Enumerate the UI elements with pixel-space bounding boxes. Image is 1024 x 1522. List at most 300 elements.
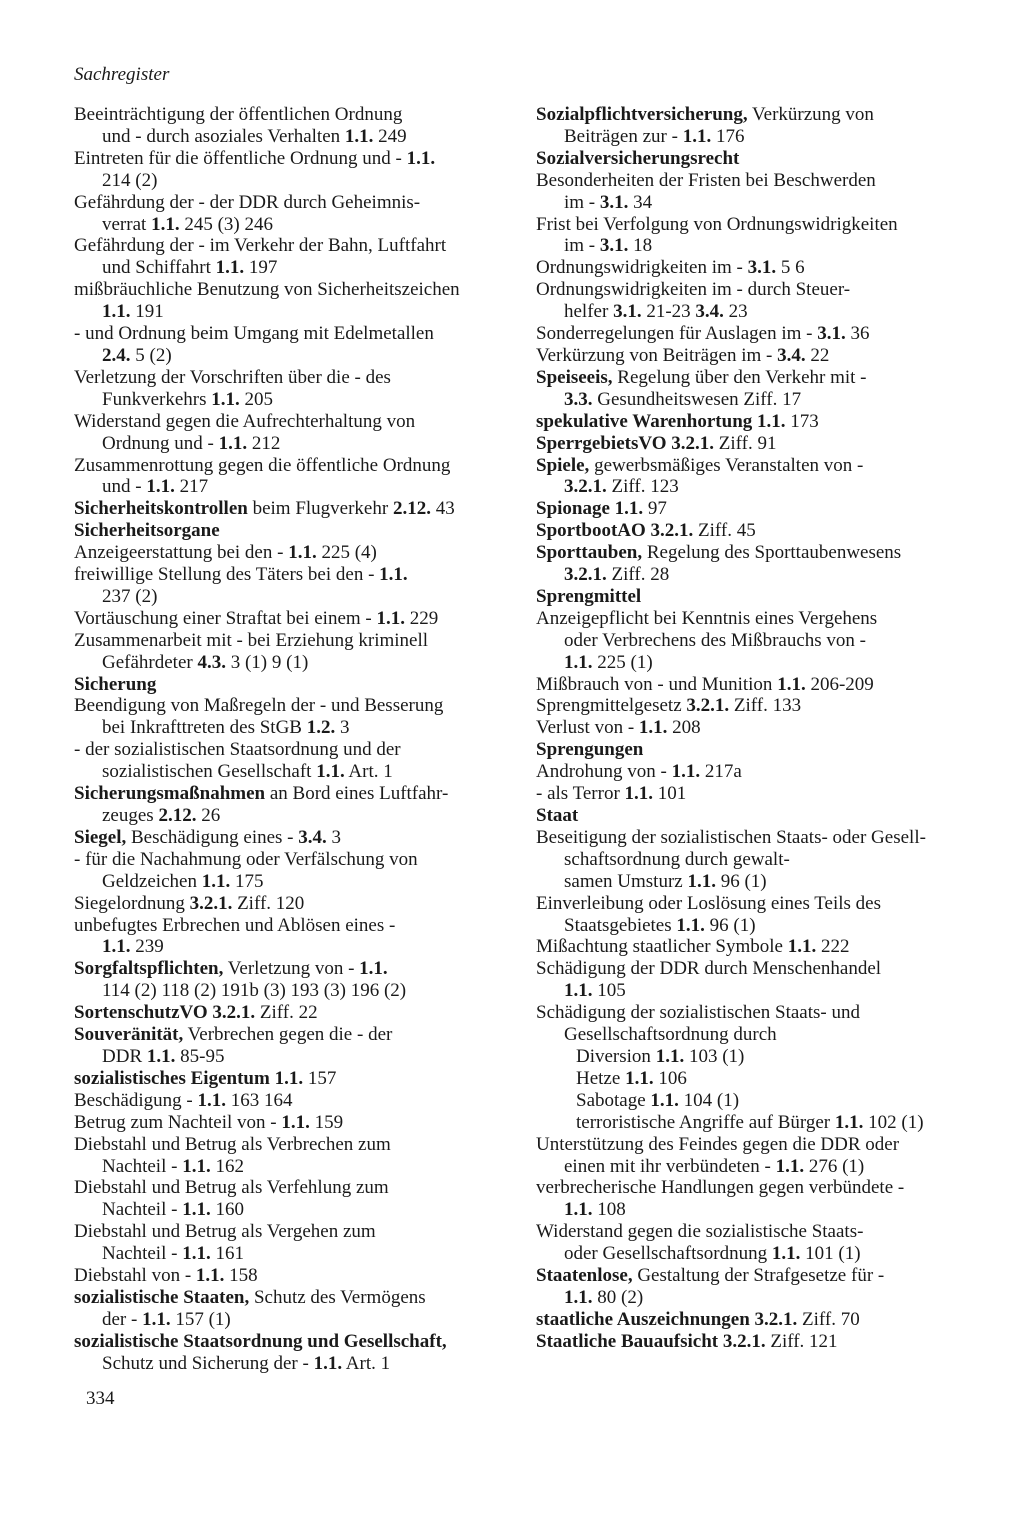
index-text: Sonderregelungen für Auslagen im -: [536, 323, 818, 345]
index-text: mißbräuchliche Benutzung von Sicherheitszeichen: [74, 279, 460, 301]
index-text: Mißbrauch von - und Munition: [536, 673, 778, 695]
index-text: gewerbsmäßiges Veranstalten von -: [589, 454, 864, 476]
index-text: Verlust von -: [536, 717, 639, 739]
index-term-bold: Souveränität,: [74, 1024, 184, 1046]
index-term-bold: Sozialpflichtversicherung,: [536, 104, 748, 125]
index-term-bold: 2.12.: [158, 805, 197, 826]
index-term-bold: Sozialversicherungsrecht: [536, 147, 740, 169]
index-line: [536, 1068, 988, 1090]
index-term-bold: Sicherheitsorgane: [74, 520, 220, 542]
index-text: terroristische Angriffe auf Bürger: [576, 1111, 835, 1133]
index-text: 163 164: [225, 1089, 293, 1111]
index-text: Regelung über den Verkehr mit -: [612, 366, 867, 388]
index-line: [74, 761, 514, 783]
index-term-bold: SortenschutzVO: [74, 1002, 208, 1024]
index-text: Ziff. 28: [606, 564, 670, 586]
index-text: 222: [816, 936, 850, 958]
index-line: [74, 170, 514, 192]
index-term-bold: 1.1.: [834, 1111, 864, 1133]
index-line: [74, 1002, 514, 1024]
index-text: 34: [628, 191, 653, 213]
index-text: 97: [643, 498, 667, 520]
index-text: 96 (1): [715, 870, 767, 892]
index-text: 85-95: [175, 1045, 225, 1067]
index-term-bold: 1.1.: [771, 1243, 801, 1265]
index-text: Beeinträchtigung der öffentlichen Ordnung: [74, 104, 403, 125]
index-text: an Bord eines Luftfahr-: [265, 783, 449, 805]
index-text: 176: [711, 125, 745, 147]
index-text: 206-209: [805, 673, 874, 695]
index-term-bold: 2.4.: [102, 344, 131, 366]
index-term-bold: Sicherungsmaßnahmen: [74, 783, 266, 805]
index-text: Sprengmittelgesetz: [536, 695, 687, 717]
index-line: [536, 170, 988, 192]
index-line: [536, 630, 988, 652]
index-term-bold: 1.1.: [376, 607, 405, 629]
index-line: [536, 980, 988, 1002]
index-term-bold: sozialistisches Eigentum: [74, 1067, 270, 1089]
index-line: [74, 1287, 514, 1309]
index-term-bold: 1.1.: [197, 1089, 226, 1111]
index-line: [74, 1221, 514, 1243]
index-term-bold: 1.1.: [201, 870, 231, 892]
index-text: der -: [102, 1308, 143, 1330]
index-term-bold: 1.1.: [650, 1089, 679, 1111]
index-line: [74, 214, 514, 236]
index-line: [74, 1134, 514, 1156]
index-text: Anzeigepflicht bei Kenntnis eines Vergehens: [536, 607, 878, 629]
index-line: [536, 783, 988, 805]
index-term-bold: 3.4.: [298, 826, 327, 848]
index-line: [74, 1199, 514, 1221]
index-line: [74, 630, 514, 652]
index-term-bold: 3.4.: [777, 344, 806, 366]
index-text: 43: [430, 498, 455, 520]
index-line: [74, 498, 514, 520]
index-line: [536, 586, 988, 608]
index-term-bold: 1.1.: [281, 1111, 310, 1133]
index-line: [536, 214, 988, 236]
index-text: Frist bei Verfolgung von Ordnungswidrigkeiten: [536, 213, 898, 235]
index-text: Mißachtung staatlicher Symbole: [536, 936, 788, 958]
index-term-bold: 1.1.: [379, 564, 408, 586]
index-text: 5 6: [776, 257, 805, 279]
index-text: 208: [667, 717, 701, 739]
index-line: [536, 564, 988, 586]
index-term-bold: 3.1.: [599, 235, 629, 257]
index-term-bold: 1.1.: [142, 1308, 171, 1330]
index-text: Schutz und Sicherung der -: [102, 1352, 314, 1374]
index-text: Verbrechen gegen die - der: [183, 1024, 393, 1046]
index-text: 102 (1): [863, 1111, 924, 1133]
index-text: schaftsordnung durch gewalt-: [564, 848, 790, 870]
index-text: 214 (2): [102, 169, 158, 191]
index-text: Schutz des Vermögens: [249, 1286, 426, 1308]
index-term-bold: 1.1.: [211, 388, 240, 410]
index-line: [536, 761, 988, 783]
index-line: [536, 301, 988, 323]
index-text: 249: [373, 125, 407, 147]
index-term-bold: 3.1.: [817, 323, 846, 345]
index-term-bold: 3.2.1.: [650, 520, 694, 542]
index-term-bold: 1.1.: [218, 432, 248, 454]
index-text: Verkürzung von Beiträgen im -: [536, 344, 778, 366]
index-text: 22: [805, 344, 830, 366]
index-line: [536, 235, 988, 257]
index-line: [74, 148, 514, 170]
index-text: Ziff. 120: [232, 892, 305, 914]
index-column-left: [74, 104, 514, 1375]
index-line: [74, 1177, 514, 1199]
index-term-bold: Sicherheitskontrollen: [74, 498, 248, 520]
index-text: Ziff. 22: [255, 1002, 318, 1024]
index-line: [74, 936, 514, 958]
index-term-bold: 1.1.: [146, 1045, 176, 1067]
index-text: 217: [174, 476, 209, 498]
index-text: 160: [210, 1199, 244, 1221]
index-text: 3: [326, 826, 342, 848]
index-text: Ziff. 123: [606, 476, 679, 498]
index-term-bold: 1.1.: [215, 257, 245, 279]
index-line: [536, 717, 988, 739]
index-line: [74, 455, 514, 477]
index-line: [74, 805, 514, 827]
index-term-bold: 1.1.: [564, 1286, 593, 1308]
index-text: 161: [210, 1243, 244, 1265]
index-text: Besonderheiten der Fristen bei Beschwerden: [536, 169, 876, 191]
index-text: 212: [247, 432, 281, 454]
index-text: 23: [723, 301, 748, 323]
index-term-bold: 1.1.: [624, 783, 654, 805]
index-text: Zusammenrottung gegen die öffentliche Ordnung: [74, 454, 451, 476]
index-text: 21-23: [641, 301, 696, 323]
index-text: oder Verbrechens des Mißbrauchs von -: [564, 629, 866, 651]
index-text: 205: [239, 388, 273, 410]
index-line: [536, 936, 988, 958]
index-term-bold: 1.1.: [288, 542, 317, 564]
index-text: 103 (1): [684, 1045, 745, 1067]
index-line: [536, 257, 988, 279]
index-term-bold: 3.3.: [564, 388, 593, 410]
index-term-bold: 1.1.: [655, 1045, 685, 1067]
index-text: 114 (2) 118 (2) 191b (3) 193 (3) 196 (2): [102, 980, 407, 1002]
index-term-bold: Sicherung: [74, 673, 157, 695]
index-text: 159: [309, 1111, 344, 1133]
index-line: [74, 915, 514, 937]
index-term-bold: spekulative Warenhortung: [536, 410, 753, 432]
index-text: Beiträgen zur -: [564, 125, 683, 147]
index-text: Verletzung von -: [223, 958, 360, 980]
index-text: 225 (1): [592, 651, 653, 673]
index-text: - als Terror: [536, 783, 625, 805]
index-text: Androhung von -: [536, 761, 672, 783]
index-line: [74, 1156, 514, 1178]
index-line: [74, 652, 514, 674]
index-line: [536, 455, 988, 477]
index-term-bold: 1.1.: [316, 761, 345, 783]
index-line: [74, 695, 514, 717]
index-term-bold: Sprengmittel: [536, 585, 642, 607]
index-line: [536, 126, 988, 148]
index-text: Ziff. 133: [729, 695, 802, 717]
index-line: [74, 126, 514, 148]
index-line: [74, 520, 514, 542]
index-text: beim Flugverkehr: [247, 498, 393, 520]
index-line: [536, 520, 988, 542]
index-text: Zusammenarbeit mit - bei Erziehung kriminell: [74, 629, 429, 651]
index-line: [536, 476, 988, 498]
index-term-bold: 1.1.: [671, 761, 701, 783]
index-term-bold: 3.1.: [613, 301, 642, 323]
index-text: helfer: [564, 301, 614, 323]
index-term-bold: 1.1.: [274, 1067, 304, 1089]
index-text: - und Ordnung beim Umgang mit Edelmetallen: [74, 323, 434, 345]
index-text: freiwillige Stellung des Täters bei den -: [74, 564, 380, 586]
index-line: [536, 542, 988, 564]
index-text: Schädigung der DDR durch Menschenhandel: [536, 958, 882, 980]
index-term-bold: 4.3.: [197, 651, 226, 673]
index-term-bold: 1.1.: [564, 651, 593, 673]
index-text: Nachteil -: [102, 1199, 183, 1221]
index-line: [74, 192, 514, 214]
index-text: 229: [405, 607, 439, 629]
index-text: und - durch asoziales Verhalten: [102, 125, 345, 147]
index-line: [536, 433, 988, 455]
index-line: [536, 695, 988, 717]
index-term-bold: sozialistische Staaten,: [74, 1286, 250, 1308]
index-term-bold: 1.1.: [406, 147, 436, 169]
index-text: Siegelordnung: [74, 892, 190, 914]
index-term-bold: 3.2.1.: [212, 1002, 256, 1024]
index-text: Beendigung von Maßregeln der - und Besserung: [74, 695, 444, 717]
index-term-bold: Sorgfaltspflichten,: [74, 958, 224, 980]
index-text: Beseitigung der sozialistischen Staats- oder Gesell-: [536, 826, 926, 848]
index-text: Ordnungswidrigkeiten im - durch Steuer-: [536, 279, 851, 301]
index-line: [536, 871, 988, 893]
index-text: Diebstahl von -: [74, 1265, 196, 1287]
index-line: [74, 1353, 514, 1375]
index-line: [536, 1265, 988, 1287]
index-line: [536, 958, 988, 980]
index-term-bold: sozialistische Staatsordnung und Gesellschaft,: [74, 1330, 447, 1352]
index-text: 3 (1) 9 (1): [225, 651, 309, 673]
index-term-bold: 1.1.: [777, 673, 806, 695]
index-text: DDR: [102, 1045, 147, 1067]
index-line: [74, 257, 514, 279]
index-line: [74, 827, 514, 849]
index-text: Diebstahl und Betrug als Vergehen zum: [74, 1221, 376, 1243]
index-line: [536, 389, 988, 411]
index-term-bold: 1.1.: [625, 1067, 654, 1089]
index-text: Eintreten für die öffentliche Ordnung und -: [74, 147, 407, 169]
index-text: Gesundheitswesen Ziff. 17: [592, 388, 802, 410]
index-term-bold: staatliche Auszeichnungen: [536, 1308, 750, 1330]
index-text: Vortäuschung einer Straftat bei einem -: [74, 607, 377, 629]
index-term-bold: Staatenlose,: [536, 1265, 633, 1287]
index-text: 225 (4): [316, 542, 377, 564]
index-text: zeuges: [102, 805, 159, 826]
index-text: verbrecherische Handlungen gegen verbündete -: [536, 1177, 905, 1199]
index-text: Funkverkehrs: [102, 388, 212, 410]
index-line: [536, 1331, 988, 1353]
index-text: samen Umsturz: [564, 870, 688, 892]
index-line: [74, 1046, 514, 1068]
index-term-bold: 1.1.: [682, 125, 712, 147]
index-term-bold: 1.1.: [564, 1199, 593, 1221]
index-term-bold: 3.2.1.: [754, 1308, 798, 1330]
index-line: [536, 1090, 988, 1112]
index-line: [74, 1024, 514, 1046]
index-line: [536, 849, 988, 871]
index-text: Beschädigung -: [74, 1089, 198, 1111]
index-text: 197: [244, 257, 278, 279]
index-text: Ordnung und -: [102, 432, 219, 454]
index-line: [74, 279, 514, 301]
index-text: Ziff. 70: [797, 1308, 860, 1330]
index-term-bold: 1.1.: [151, 213, 180, 235]
index-line: [536, 739, 988, 761]
index-line: [74, 389, 514, 411]
index-text: Staatsgebietes: [564, 914, 677, 936]
index-line: [536, 1199, 988, 1221]
index-text: 26: [196, 805, 221, 826]
index-term-bold: 1.1.: [313, 1352, 343, 1374]
index-text: - der sozialistischen Staatsordnung und der: [74, 739, 401, 761]
index-line: [536, 1287, 988, 1309]
index-line: [536, 805, 988, 827]
index-term-bold: Siegel,: [74, 826, 127, 848]
index-term-bold: 1.1.: [182, 1155, 211, 1177]
index-text: Verkürzung von: [747, 104, 874, 125]
index-term-bold: 1.1.: [102, 936, 131, 958]
index-text: Gestaltung der Strafgesetze für -: [632, 1265, 885, 1287]
index-line: [74, 476, 514, 498]
index-text: 162: [210, 1155, 244, 1177]
index-line: [74, 301, 514, 323]
index-term-bold: Staat: [536, 805, 579, 826]
index-text: Ordnungswidrigkeiten im -: [536, 257, 748, 279]
index-line: [536, 1156, 988, 1178]
index-text: bei Inkrafttreten des StGB: [102, 717, 307, 739]
index-text: Diebstahl und Betrug als Verfehlung zum: [74, 1177, 389, 1199]
index-text: Gefährdeter: [102, 651, 198, 673]
index-text: 217a: [700, 761, 742, 783]
index-line: [74, 958, 514, 980]
index-term-bold: Speiseeis,: [536, 366, 613, 388]
index-line: [536, 1309, 988, 1331]
index-line: [536, 827, 988, 849]
index-text: 245 (3) 246: [179, 213, 273, 235]
index-line: [74, 433, 514, 455]
index-text: 158: [224, 1265, 258, 1287]
index-text: Nachteil -: [102, 1243, 183, 1265]
index-term-bold: 1.1.: [564, 980, 593, 1002]
index-text: Unterstützung des Feindes gegen die DDR oder: [536, 1133, 900, 1155]
index-line: [536, 367, 988, 389]
index-text: Beschädigung eines -: [126, 826, 299, 848]
index-text: 36: [845, 323, 870, 345]
index-term-bold: 1.1.: [614, 498, 644, 520]
index-text: Betrug zum Nachteil von -: [74, 1111, 282, 1133]
index-text: unbefugtes Erbrechen und Ablösen eines -: [74, 914, 396, 936]
index-term-bold: 3.1.: [599, 191, 629, 213]
index-term-bold: 1.1.: [359, 958, 388, 980]
index-line: [536, 192, 988, 214]
index-line: [74, 1265, 514, 1287]
index-term-bold: 3.4.: [695, 301, 724, 323]
index-term-bold: 1.1.: [182, 1199, 211, 1221]
index-column-right: [536, 104, 988, 1353]
index-text: Widerstand gegen die Aufrechterhaltung von: [74, 410, 416, 432]
index-text: Ziff. 121: [765, 1330, 838, 1352]
index-term-bold: 3.2.1.: [686, 695, 730, 717]
index-term-bold: 1.1.: [757, 410, 786, 432]
index-term-bold: 1.1.: [676, 914, 705, 936]
index-line: [536, 674, 988, 696]
index-line: [536, 104, 988, 126]
index-term-bold: 3.2.1.: [671, 432, 714, 454]
index-text: 157 (1): [170, 1308, 231, 1330]
index-text: Art. 1: [342, 1352, 391, 1374]
index-text: sozialistischen Gesellschaft: [102, 761, 317, 783]
index-line: [536, 345, 988, 367]
index-text: 106: [653, 1067, 687, 1089]
index-text: Diebstahl und Betrug als Verbrechen zum: [74, 1133, 391, 1155]
index-text: Schädigung der sozialistischen Staats- und: [536, 1002, 860, 1024]
index-text: 157: [303, 1067, 337, 1089]
index-line: [74, 871, 514, 893]
index-line: [536, 1177, 988, 1199]
index-term-bold: 1.1.: [102, 301, 131, 323]
index-line: [536, 323, 988, 345]
index-text: - für die Nachahmung oder Verfälschung von: [74, 848, 418, 870]
index-text: 276 (1): [804, 1155, 865, 1177]
index-text: Sabotage: [576, 1089, 651, 1111]
index-text: im -: [564, 235, 600, 257]
index-term-bold: 3.2.1.: [564, 476, 607, 498]
index-text: 96 (1): [704, 914, 756, 936]
index-term-bold: 1.1.: [182, 1243, 211, 1265]
index-term-bold: 1.2.: [306, 717, 336, 739]
index-line: [536, 148, 988, 170]
index-term-bold: 3.2.1.: [722, 1330, 766, 1352]
index-text: Gefährdung der - der DDR durch Geheimnis-: [74, 191, 421, 213]
index-line: [536, 1112, 988, 1134]
index-text: Regelung des Sporttaubenwesens: [642, 542, 902, 564]
index-line: [74, 1112, 514, 1134]
index-text: 237 (2): [102, 585, 158, 607]
index-text: oder Gesellschaftsordnung: [564, 1243, 772, 1265]
index-line: [536, 1221, 988, 1243]
index-term-bold: 1.1.: [775, 1155, 805, 1177]
index-line: [536, 498, 988, 520]
index-text: 108: [592, 1199, 626, 1221]
index-term-bold: SportbootAO: [536, 520, 646, 542]
index-line: [74, 1243, 514, 1265]
index-term-bold: 2.12.: [392, 498, 431, 520]
index-line: [74, 1331, 514, 1353]
index-term-bold: 3.1.: [747, 257, 777, 279]
index-text: und Schiffahrt: [102, 257, 216, 279]
index-text: Ziff. 91: [714, 432, 777, 454]
index-line: [74, 1090, 514, 1112]
index-term-bold: Sporttauben,: [536, 542, 643, 564]
index-term-bold: 1.1.: [687, 870, 716, 892]
index-line: [74, 104, 514, 126]
page-header: Sachregister: [74, 64, 170, 85]
index-line: [74, 608, 514, 630]
index-line: [74, 542, 514, 564]
